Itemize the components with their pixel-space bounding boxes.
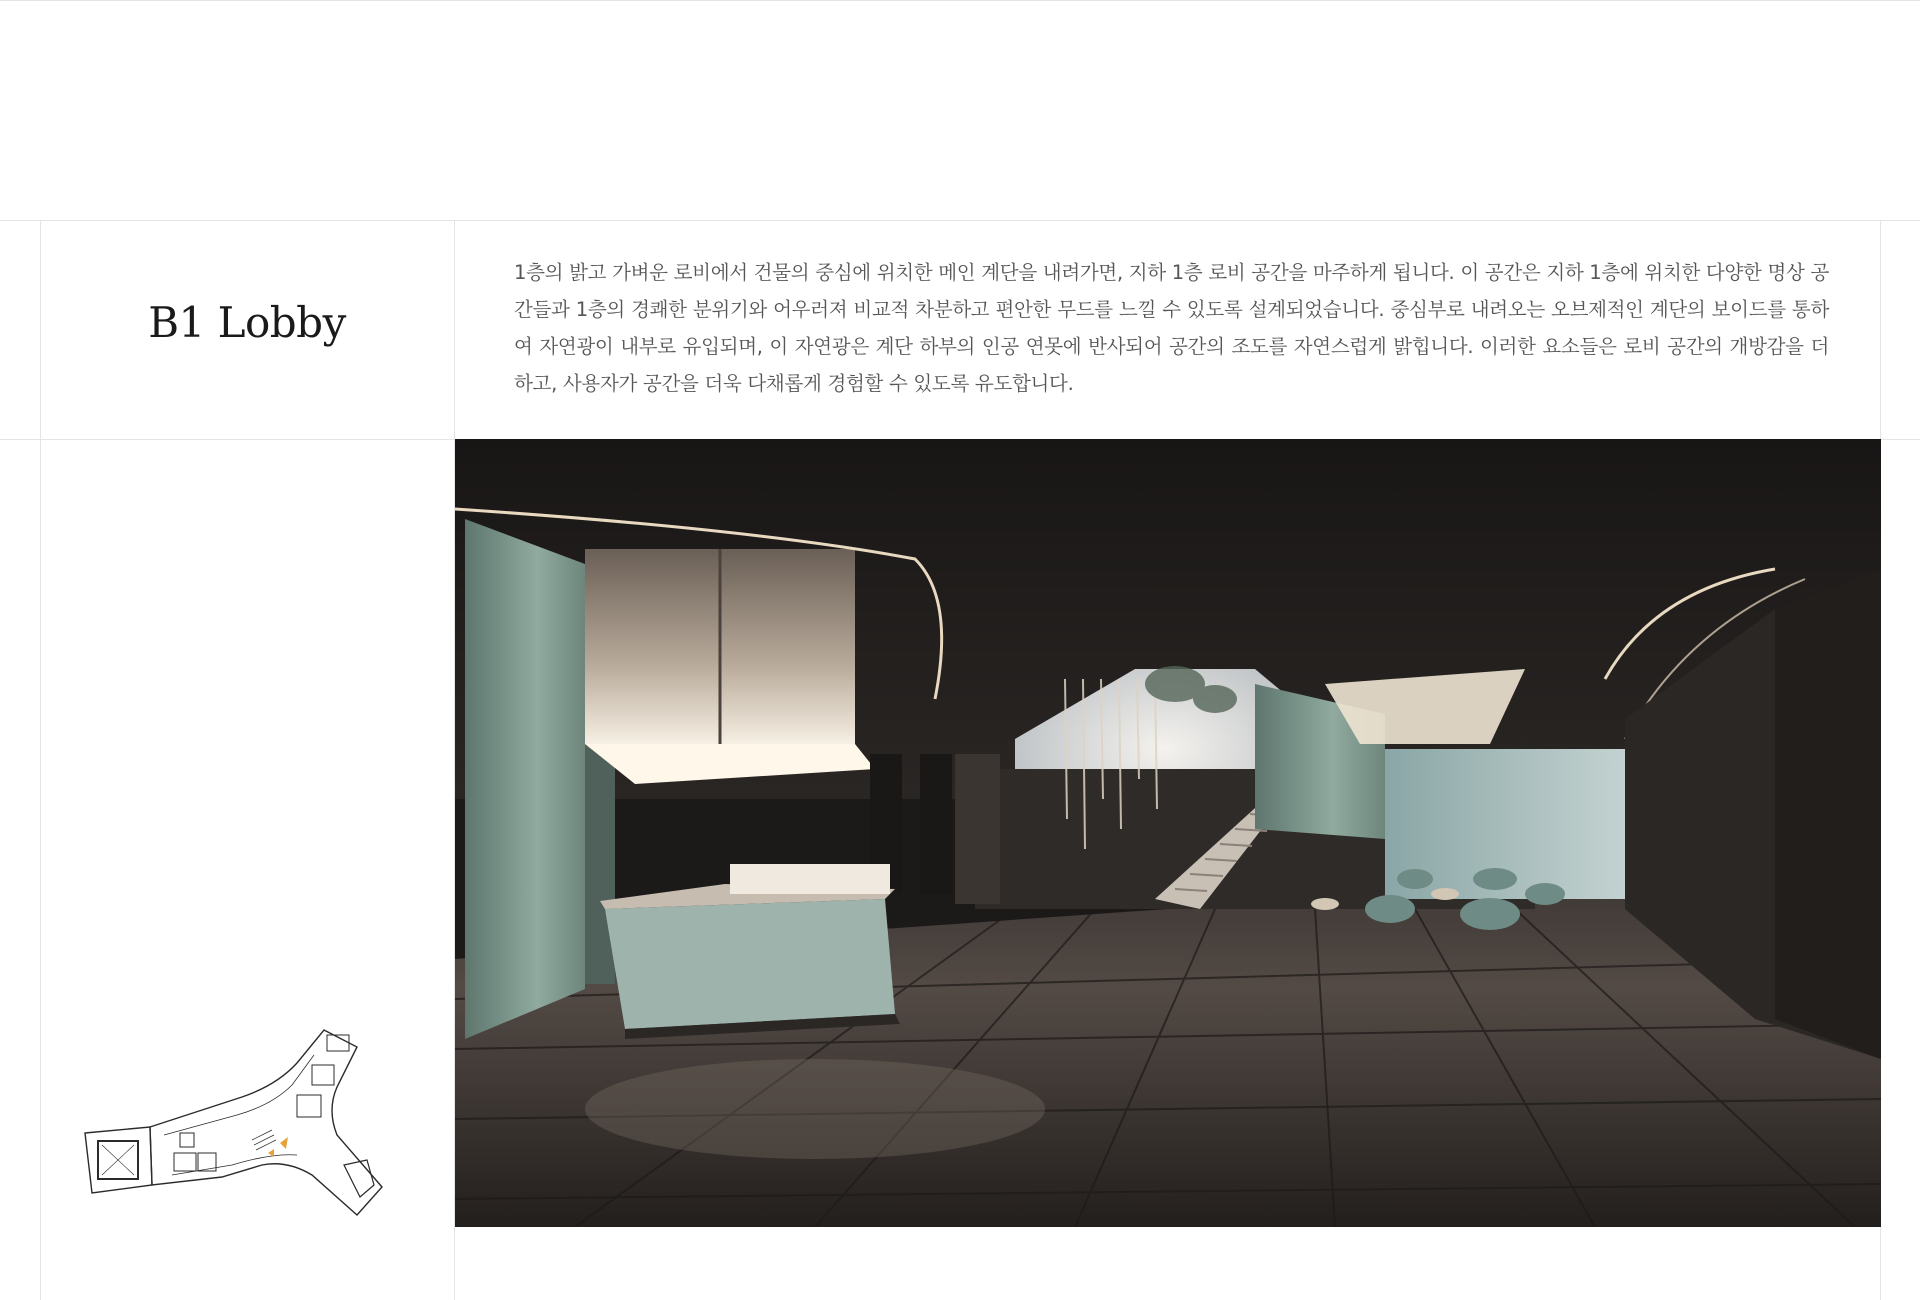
lobby-rendering-image <box>455 439 1881 1227</box>
floor-plan-keymap <box>82 1025 392 1220</box>
floor-plan-drawing <box>82 1025 392 1220</box>
section-title: B1 Lobby <box>148 298 346 347</box>
grid-line-left <box>40 220 41 1300</box>
lobby-rendering-illustration <box>455 439 1881 1227</box>
grid-line-header <box>0 220 1920 221</box>
grid-line-top <box>0 0 1920 1</box>
section-description: 1층의 밝고 가벼운 로비에서 건물의 중심에 위치한 메인 계단을 내려가면, 지하 1층 로비 공간을 마주하게 됩니다. 이 공간은 지하 1층에 위치한 다양한 명상 공간들과 1층의 경쾌한 분위기와 어우러져 비교적 차분하고 편안한 무드를 느낄 수 있도록 설계되었습니다. 중심부로 내려오는 오브제적인 계단의 보이드를 통하여 자연광이 내부로 유입되며, 이 자연광은 계단 하부의 인공 연못에 반사되어 공간의 조도를 자연스럽게 밝힙니다. 이러한 요소들은 로비 공간의 개방감을 더하고, 사용자가 공간을 더욱 다채롭게 경험할 수 있도록 유도합니다. <box>514 261 1829 395</box>
